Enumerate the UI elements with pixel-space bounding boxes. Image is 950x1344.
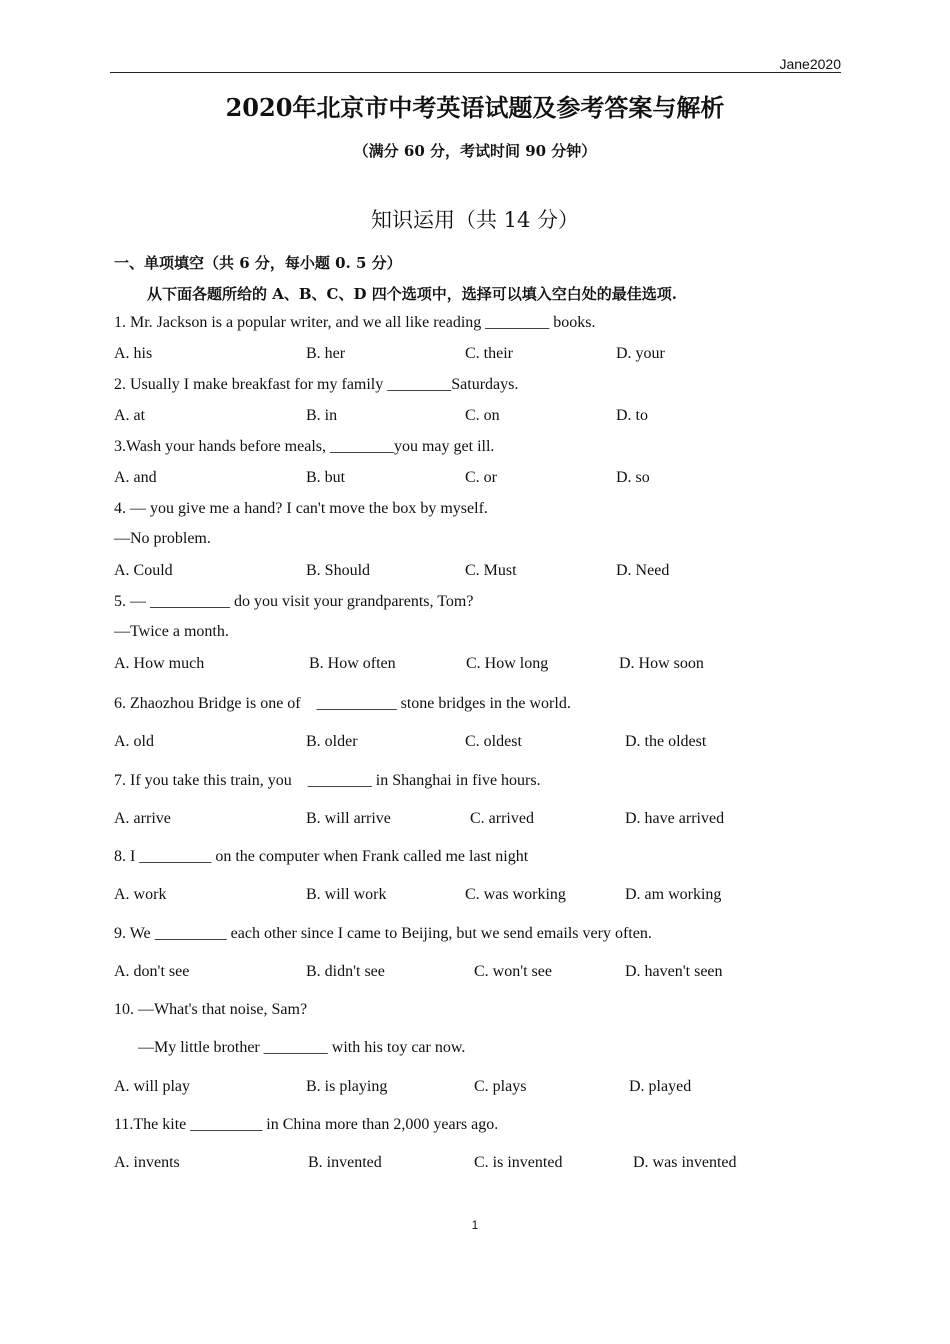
page-number: 1 [471, 1218, 479, 1232]
question-11-stem: 11.The kite _________ in China more than 2,000 years ago. [114, 1116, 499, 1133]
question-6-option-a: A. old [114, 733, 154, 750]
question-6-stem: 6. Zhaozhou Bridge is one of __________ stone bridges in the world. [114, 695, 571, 712]
question-4-option-a: A. Could [114, 562, 173, 579]
question-6-option-c: C. oldest [465, 733, 522, 750]
question-7-option-d: D. have arrived [625, 810, 725, 827]
question-7-option-c: C. arrived [470, 810, 534, 827]
question-7-option-a: A. arrive [114, 810, 171, 827]
question-5-option-a: A. How much [114, 655, 205, 672]
question-5-reply: —Twice a month. [114, 623, 229, 640]
question-4-option-b: B. Should [306, 562, 371, 579]
exam-info: （满分 60 分，考试时间 90 分钟） [353, 142, 597, 160]
question-10-reply: —My little brother ________ with his toy car now. [138, 1039, 466, 1056]
question-8-option-d: D. am working [625, 886, 722, 903]
question-5-stem: 5. — __________ do you visit your grandparents, Tom? [114, 593, 474, 610]
section-title: 知识运用（共 14 分） [370, 208, 580, 232]
question-3-option-c: C. or [465, 469, 497, 486]
question-10-option-d: D. played [629, 1078, 692, 1095]
question-8-option-c: C. was working [465, 886, 566, 903]
question-4-option-c: C. Must [465, 562, 517, 579]
question-1-option-b: B. her [306, 345, 346, 362]
part-heading: 一、单项填空（共 6 分，每小题 0. 5 分） [114, 254, 402, 272]
question-1-option-a: A. his [114, 345, 153, 362]
question-10-stem: 10. —What's that noise, Sam? [114, 1001, 308, 1018]
question-11-option-b: B. invented [308, 1154, 382, 1171]
question-2-option-b: B. in [306, 407, 338, 424]
question-1-option-d: D. your [616, 345, 665, 362]
question-5-option-d: D. How soon [619, 655, 704, 672]
question-8-stem: 8. I _________ on the computer when Frank called me last night [114, 848, 529, 865]
instructions: 从下面各题所给的 A、B、C、D 四个选项中，选择可以填入空白处的最佳选项. [147, 285, 677, 303]
question-4-reply: —No problem. [114, 530, 211, 547]
question-4-option-d: D. Need [616, 562, 670, 579]
question-9-stem: 9. We _________ each other since I came to Beijing, but we send emails very often. [114, 925, 652, 942]
question-9-option-b: B. didn't see [306, 963, 385, 980]
question-5-option-b: B. How often [309, 655, 396, 672]
question-6-option-b: B. older [306, 733, 358, 750]
question-6-option-d: D. the oldest [625, 733, 707, 750]
question-9-option-d: D. haven't seen [625, 963, 723, 980]
question-8-option-a: A. work [114, 886, 167, 903]
question-11-option-a: A. invents [114, 1154, 180, 1171]
question-2-option-c: C. on [465, 407, 500, 424]
question-3-option-d: D. so [616, 469, 650, 486]
question-1-option-c: C. their [465, 345, 513, 362]
question-11-option-d: D. was invented [633, 1154, 737, 1171]
page-title: 2020年北京市中考英语试题及参考答案与解析 [225, 93, 725, 122]
question-9-option-c: C. won't see [474, 963, 552, 980]
question-1-stem: 1. Mr. Jackson is a popular writer, and we all like reading ________ books. [114, 314, 596, 331]
question-10-option-b: B. is playing [306, 1078, 388, 1095]
question-4-stem: 4. — you give me a hand? I can't move the box by myself. [114, 500, 488, 517]
question-5-option-c: C. How long [466, 655, 549, 672]
question-3-option-a: A. and [114, 469, 157, 486]
header-text: Jane2020 [779, 56, 841, 72]
question-10-option-c: C. plays [474, 1078, 527, 1095]
question-7-option-b: B. will arrive [306, 810, 391, 827]
question-2-stem: 2. Usually I make breakfast for my family ________Saturdays. [114, 376, 519, 393]
question-8-option-b: B. will work [306, 886, 387, 903]
question-9-option-a: A. don't see [114, 963, 190, 980]
question-3-stem: 3.Wash your hands before meals, ________you may get ill. [114, 438, 495, 455]
question-2-option-d: D. to [616, 407, 648, 424]
question-3-option-b: B. but [306, 469, 346, 486]
question-11-option-c: C. is invented [474, 1154, 563, 1171]
question-10-option-a: A. will play [114, 1078, 190, 1095]
question-2-option-a: A. at [114, 407, 146, 424]
question-7-stem: 7. If you take this train, you ________ in Shanghai in five hours. [114, 772, 541, 789]
header-rule [110, 72, 841, 73]
